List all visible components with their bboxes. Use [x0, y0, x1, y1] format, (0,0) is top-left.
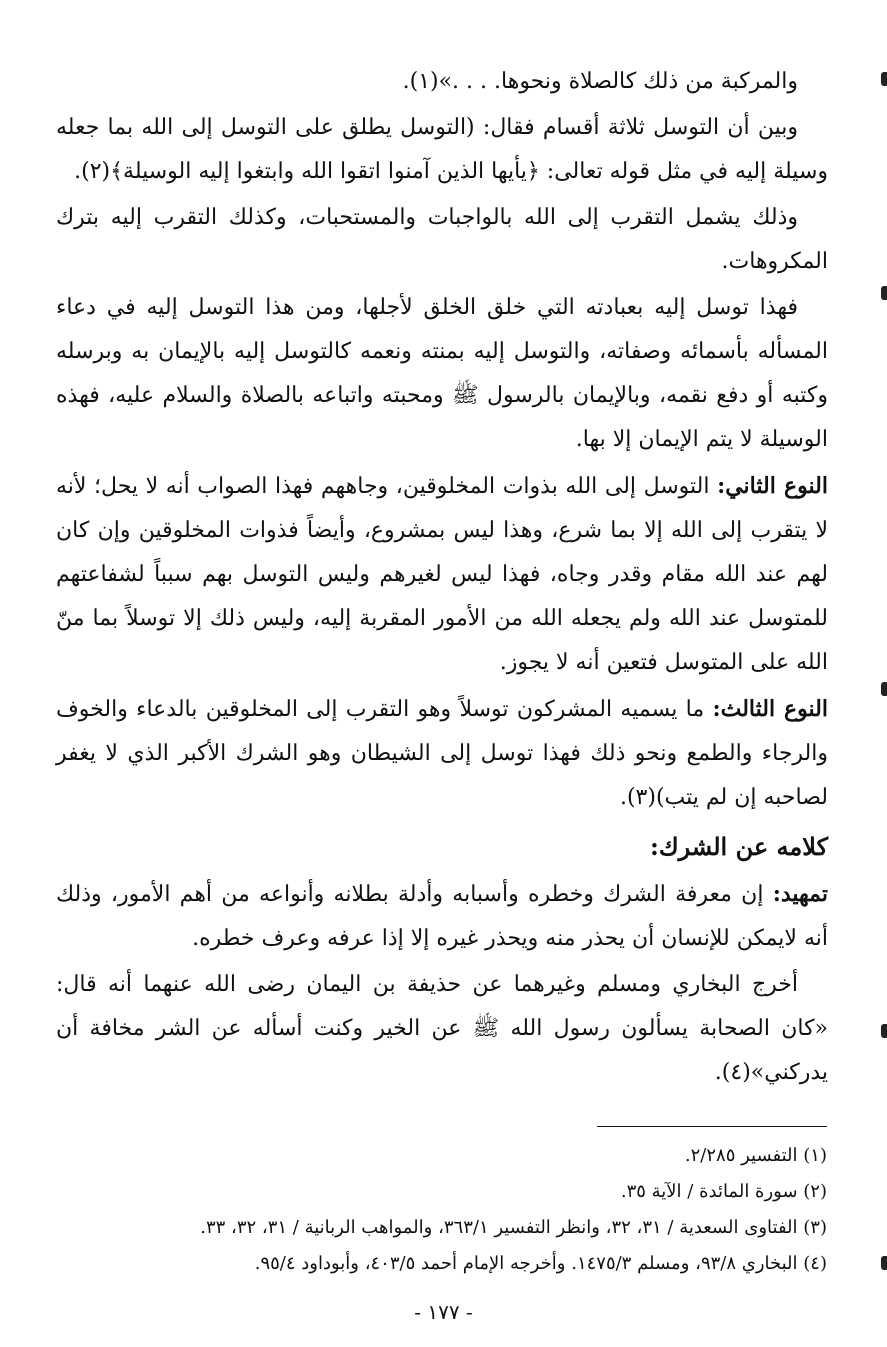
paragraph-3: وذلك يشمل التقرب إلى الله بالواجبات والمستحبات، وكذلك التقرب إليه بترك المكروهات. [56, 205, 828, 274]
footnote-2: (٢) سورة المائدة / الآية ٣٥. [620, 1181, 827, 1202]
section-label-type-three: النوع الثالث: [712, 696, 828, 722]
binding-mark [881, 682, 887, 696]
section-label-intro: تمهيد: [772, 881, 828, 907]
paragraph-4: فهذا توسل إليه بعبادته التي خلق الخلق لأجلها، ومن هذا التوسل إليه في دعاء المسأله بأسمائه وصفاته، والتوسل إليه بمنته ونعمه كالتوسل إليه بالإيمان به وبرسله وكتبه أو دفع نقمه، وبالإيمان بالرسول ﷺ ومحبته واتباعه بالصلاة والسلام عليه، فهذه الوسيلة لا يتم الإيمان إلا بها. [56, 295, 828, 452]
page-body [56, 60, 828, 1097]
footnote-4: (٤) البخاري ٩٣/٨، ومسلم ١٤٧٥/٣. وأخرجه الإمام أحمد ٤٠٣/٥، وأبوداود ٩٥/٤. [254, 1253, 827, 1274]
binding-mark [881, 1024, 887, 1038]
footnote-1: (١) التفسير ٢/٢٨٥. [684, 1145, 827, 1166]
footnote-divider [597, 1126, 827, 1127]
paragraph-1: والمركبة من ذلك كالصلاة ونحوها. . . .»(١). [402, 69, 798, 94]
paragraph-5 [56, 464, 828, 685]
paragraph-6-text: ما يسميه المشركون توسلاً وهو التقرب إلى المخلوقين بالدعاء والخوف والرجاء والطمع ونحو ذلك فهذا توسل إلى الشيطان وهو الشرك الأكبر الذي لا يغفر لصاحبه إن لم يتب)(٣). [56, 697, 828, 810]
paragraph-7-text: إن معرفة الشرك وخطره وأسبابه وأدلة بطلانه وأنواعه من أهم الأمور، وذلك أنه لايمكن للإنسان أن يحذر منه ويحذر غيره إلا إذا عرفه وعرف خطره. [56, 882, 828, 951]
paragraph-6 [56, 687, 828, 820]
section-heading: كلامه عن الشرك: [649, 832, 828, 861]
footnote-3: (٣) الفتاوى السعدية / ٣١، ٣٢، وانظر التفسير ٣٦٣/١، والمواهب الربانية / ٣١، ٣٢، ٣٣. [200, 1217, 827, 1238]
paragraph-7 [56, 872, 828, 961]
binding-mark [881, 286, 887, 300]
binding-mark [881, 72, 887, 86]
section-label-type-two: النوع الثاني: [717, 473, 829, 499]
binding-mark [881, 1256, 887, 1270]
page-number: - ١٧٧ - [414, 1300, 473, 1324]
paragraph-5-text: التوسل إلى الله بذوات المخلوقين، وجاههم فهذا الصواب أنه لا يحل؛ لأنه لا يتقرب إلى الله إلا بما شرع، وهذا ليس بمشروع، وأيضاً فذوات المخلوقين وإن كان لهم عند الله مقام وقدر وجاه، فهذا ليس لغيرهم وليس التوسل بهم سبباً لشفاعتهم للمتوسل عند الله ولم يجعله الله من الأمور المقربة إليه، وليس ذلك إلا توسلاً بما منّ الله على المتوسل فتعين أنه لا يجوز. [56, 474, 828, 675]
paragraph-8: أخرج البخاري ومسلم وغيرهما عن حذيفة بن اليمان رضى الله عنهما أنه قال: «كان الصحابة يسألون رسول الله ﷺ عن الخير وكنت أسأله عن الشر مخافة أن يدركني»(٤). [56, 972, 828, 1085]
footnotes [55, 1138, 827, 1282]
paragraph-2: وبين أن التوسل ثلاثة أقسام فقال: (التوسل يطلق على التوسل إلى الله بما جعله وسيلة إليه في مثل قوله تعالى: ﴿يأيها الذين آمنوا اتقوا الله وابتغوا إليه الوسيلة﴾(٢). [56, 115, 828, 184]
